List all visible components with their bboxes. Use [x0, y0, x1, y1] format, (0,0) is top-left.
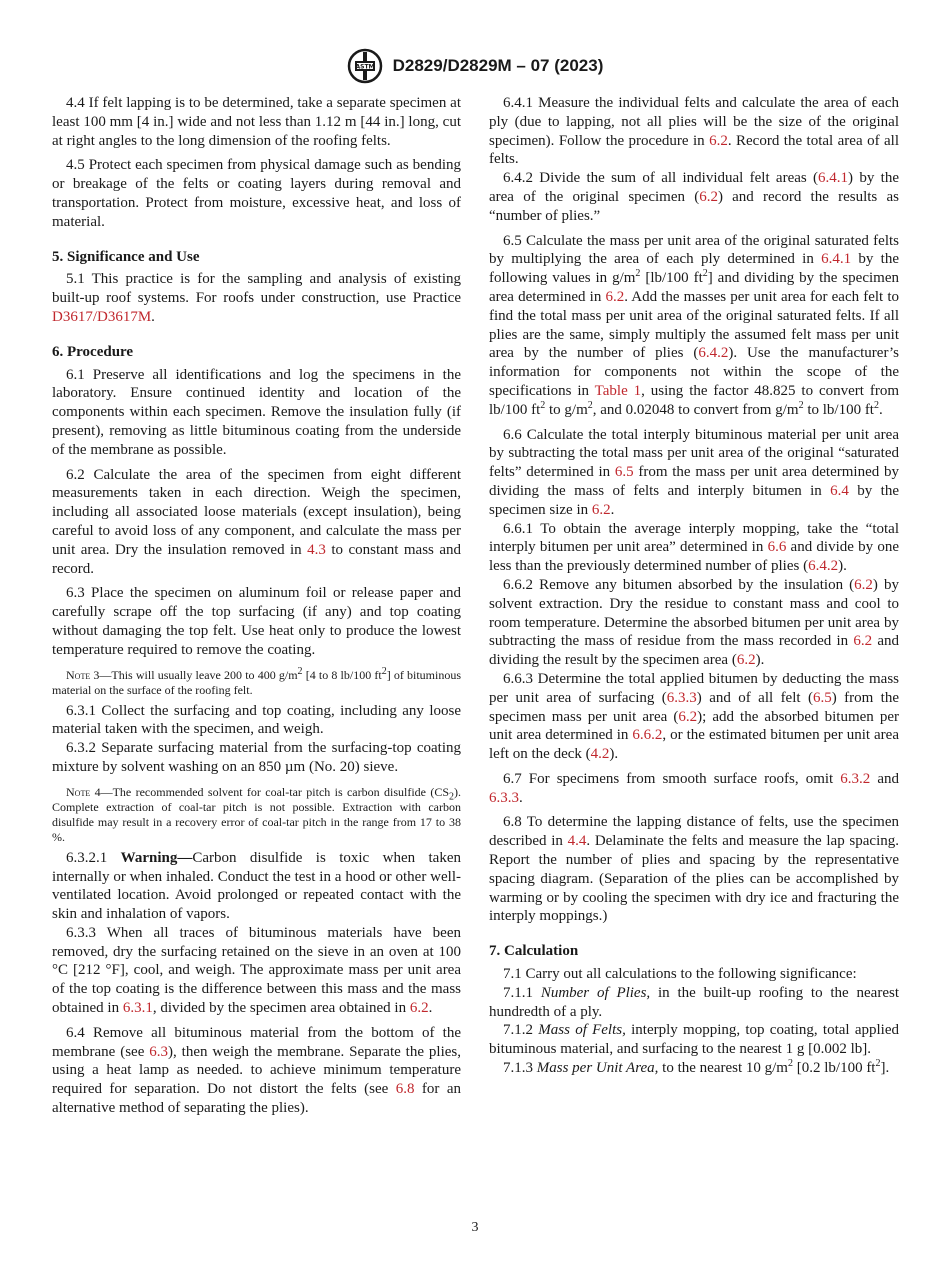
- para-6-4-2: 6.4.2 Divide the sum of all individual felt areas (6.4.1) by the area of the original specimen (6.2) and record the results as “number of plies.”: [489, 170, 899, 224]
- para-6-4: 6.4 Remove all bituminous material from the bottom of the membrane (see 6.3), then weigh the membrane. Separate the plies, using a heat lamp as needed. to achieve minimum temperature required for separation. Do not distort the felts (see 6.8 for an alternative method of separating the plies).: [52, 1024, 461, 1117]
- para-6-5: 6.5 Calculate the mass per unit area of the original saturated felts by multiplying the area of each ply determined in 6.4.1 by the following values in $g/m^2$ [lb/100 $ft^2$] and dividing by the specimen area determined in 6.2. Add the masses per unit area for each felt to find the total mass per unit area of the original saturated felts. If all plies are the same, simply multiply the assumed felt mass per unit area by the number of plies (6.4.2). Use the manufacturer’s information for components not within the scope of the specifications in Table 1, using the factor 48.825 to convert from lb/100 $ft^2$ to $g/m^2$, and 0.02048 to convert from $g/m^2$ to lb/100 $ft^2$.: [489, 232, 899, 418]
- para-7-1-3: 7.1.3 Mass per Unit Area, to the nearest 10 $g/m^2$ [0.2 lb/100 $ft^2$].: [503, 1058, 890, 1077]
- link-6-2[interactable]: 6.2: [736, 652, 756, 669]
- para-6-3-2-1: 6.3.2.1 Warning—Carbon disulfide is toxic when taken internally or when inhaled. Conduct the test in a hood or other well-ventilated location. Avoid prolonged or repeated contact with the skin and inhalation of vapors.: [52, 849, 461, 923]
- link-6-3[interactable]: 6.3: [149, 1043, 169, 1060]
- para-6-1: 6.1 Preserve all identifications and log the specimens in the laboratory. Ensure continued identity and location of the components within each specimen. Remove the insulation fully (if present), removing as little bituminous coating from the underside of the membrane as possible.: [52, 366, 461, 458]
- link-6-3-2[interactable]: 6.3.2: [840, 770, 871, 787]
- link-6-3-3[interactable]: 6.3.3: [666, 689, 697, 706]
- link-4-2[interactable]: 4.2: [590, 746, 610, 763]
- link-6-8[interactable]: 6.8: [395, 1081, 415, 1098]
- para-6-3-3: 6.3.3 When all traces of bituminous materials have been removed, dry the surfacing retained on the sieve in an oven at 100 °C [212 °F], cool, and weigh. The approximate mass per unit area of the top coating is the difference between this mass and the mass obtained in 6.3.1, divided by the specimen area obtained in 6.2.: [52, 924, 461, 1017]
- para-7-1-2: 7.1.2 Mass of Felts, interply mopping, top coating, total applied bituminous material, and surfacing to the nearest 1 g [0.002 lb].: [489, 1022, 899, 1058]
- link-4-3[interactable]: 4.3: [307, 541, 326, 558]
- link-table-1[interactable]: Table 1: [594, 382, 642, 399]
- link-6-6-2[interactable]: 6.6.2: [632, 727, 663, 744]
- para-4-4: 4.4 If felt lapping is to be determined, take a separate specimen at least 100 mm [4 in.] wide and not less than 1.12 m [44 in.] long, cut at right angles to the long dimension of the roofing felts.: [52, 95, 461, 149]
- para-5-1: 5.1 This practice is for the sampling and analysis of existing built-up roof systems. For roofs under construction, use Practice D3617/D3617M.: [52, 271, 461, 325]
- para-7-1: 7.1 Carry out all calculations to the following significance:: [503, 966, 857, 983]
- right-column: [489, 94, 899, 1078]
- link-6-3-3[interactable]: 6.3.3: [489, 789, 519, 806]
- note-3: Note 3—This will usually leave 200 to 400 $g/m^2$ [4 to 8 lb/100 $ft^2$] of bituminous material on the surface of the roofing felt.: [52, 665, 462, 697]
- para-6-6: 6.6 Calculate the total interply bituminous material per unit area by subtracting the total mass per unit area of the original “saturated felts” determined in 6.5 from the mass per unit area determined by dividing the mass of felts and interply bitumen in 6.4 by the specimen size in 6.2.: [489, 426, 899, 518]
- section-7-heading: 7. Calculation: [489, 943, 579, 960]
- para-6-6-2: 6.6.2 Remove any bitumen absorbed by the insulation (6.2) by solvent extraction. Dry the residue to constant mass and cool to room temperature. Determine the absorbed bitumen per unit area by subtracting the mass of residue from the mass recorded in 6.2 and dividing the result by the specimen area (6.2).: [489, 576, 899, 669]
- link-6-6[interactable]: 6.6: [767, 539, 787, 556]
- link-6-4-2[interactable]: 6.4.2: [698, 345, 729, 362]
- left-column: [52, 94, 461, 1118]
- link-6-5[interactable]: 6.5: [614, 464, 634, 481]
- para-6-3-1: 6.3.1 Collect the surfacing and top coating, including any loose material taken with the specimen, and weigh.: [52, 702, 461, 738]
- section-6-heading: 6. Procedure: [52, 343, 134, 360]
- link-6-3-1[interactable]: 6.3.1: [122, 1000, 153, 1017]
- link-6-4[interactable]: 6.4: [830, 482, 849, 499]
- link-6-2[interactable]: 6.2: [853, 633, 873, 650]
- svg-text:ASTM: ASTM: [355, 63, 375, 71]
- para-6-3-2: 6.3.2 Separate surfacing material from the surfacing-top coating mixture by solvent washing on an 850 µm (No. 20) sieve.: [52, 740, 461, 775]
- link-6-5[interactable]: 6.5: [812, 689, 832, 706]
- para-6-3: 6.3 Place the specimen on aluminum foil or release paper and carefully scrape off the top surfacing (if any) and top coating without damaging the top felt. Use heat only to produce the lowest temperature required to remove the coating.: [52, 585, 461, 658]
- document-designation: D2829/D2829M – 07 (2023): [392, 56, 604, 75]
- warning-label: Warning—: [120, 849, 193, 866]
- link-6-2[interactable]: 6.2: [699, 188, 718, 205]
- link-d3617[interactable]: D3617/D3617M: [52, 308, 152, 325]
- para-6-4-1: 6.4.1 Measure the individual felts and calculate the area of each ply (due to lapping, not all plies will be the size of the original specimen). Follow the procedure in 6.2. Record the total area of all felts.: [489, 95, 899, 168]
- link-6-2[interactable]: 6.2: [854, 576, 873, 593]
- link-6-2[interactable]: 6.2: [409, 1000, 429, 1017]
- para-4-5: 4.5 Protect each specimen from physical damage such as bending or breakage of the felts or coating layers during removal and transportation. Protect from moisture, excessive heat, and loss of material.: [52, 157, 461, 230]
- link-6-2[interactable]: 6.2: [591, 501, 611, 518]
- para-6-7: 6.7 For specimens from smooth surface roofs, omit 6.3.2 and 6.3.3.: [489, 770, 899, 806]
- para-6-8: 6.8 To determine the lapping distance of felts, use the specimen described in 4.4. Delaminate the felts and measure the lap spacing. Report the number of plies and spacing by the representative spacing diagram. (Separation of the plies can be accomplished by warming or by cooling the specimen with dry ice and fracturing the interply moppings.): [489, 814, 900, 925]
- para-6-2: 6.2 Calculate the area of the specimen from eight different measurements taken in each direction. Weigh the specimen, including all associated loose materials (except insulation), being careful to avoid loss of any component, and calculate the mass per unit area. Dry the insulation removed in 4.3 to constant mass and record.: [52, 466, 461, 577]
- page-header: [0, 48, 950, 84]
- link-4-4[interactable]: 4.4: [567, 833, 587, 850]
- link-6-2[interactable]: 6.2: [678, 708, 698, 725]
- link-6-4-1[interactable]: 6.4.1: [821, 251, 852, 268]
- note-4: Note 4—The recommended solvent for coal-tar pitch is carbon disulfide $(CS_2)$. Complete extraction of coal-tar pitch is not possible. Extraction with carbon disulfide may result in a recovery error of coal-tar pitch in the range from 17 to 38 %.: [52, 784, 462, 844]
- para-6-6-3: 6.6.3 Determine the total applied bitumen by deducting the mass per unit area of surfacing (6.3.3) and of all felt (6.5) from the specimen mass per unit area (6.2); add the absorbed bitumen per unit area determined in 6.6.2, or the estimated bitumen per unit area left on the deck (4.2).: [489, 670, 899, 763]
- astm-logo-icon: [347, 48, 383, 84]
- link-6-4-1[interactable]: 6.4.1: [818, 170, 849, 187]
- para-6-6-1: 6.6.1 To obtain the average interply mopping, take the “total interply bitumen per unit area” determined in 6.6 and divide by one less than the previously determined number of plies (6.4.2).: [489, 520, 899, 575]
- page-number: 3: [471, 1220, 479, 1235]
- link-6-2[interactable]: 6.2: [605, 288, 625, 305]
- para-7-1-1: 7.1.1 Number of Plies, in the built-up roofing to the nearest hundredth of a ply.: [489, 984, 899, 1020]
- link-6-4-2[interactable]: 6.4.2: [808, 558, 839, 575]
- link-6-2[interactable]: 6.2: [709, 132, 728, 149]
- section-5-heading: 5. Significance and Use: [52, 248, 200, 265]
